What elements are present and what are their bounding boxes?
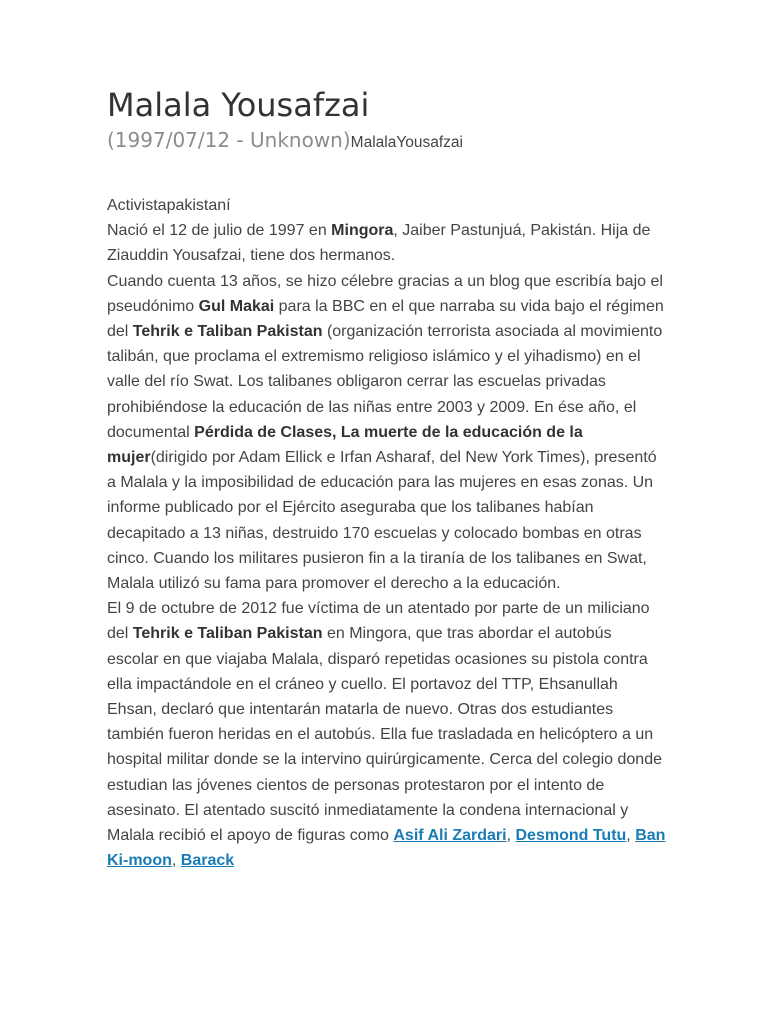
intro-paragraph	[107, 218, 667, 268]
paragraph-text: Cuando cuenta 13 años, se hizo célebre gracias a un blog que escribía bajo el pseudónimo	[107, 272, 663, 315]
separator: ,	[626, 827, 636, 845]
paragraph-text: (organización terrorista asociada al movimiento talibán, que proclama el extremismo religioso islámico y el yihadismo) en el valle del río Swat. Los talibanes obligaron cerrar las escuelas privadas prohibiéndose la educación de las niñas entre 2003 y 2009. En ése año, el documental	[107, 323, 663, 441]
link-asif-ali-zardari[interactable]: Asif Ali Zardari	[393, 827, 507, 845]
link-barack[interactable]: Barack	[180, 852, 235, 870]
intro-text: , Jaiber Pastunjuá, Pakistán. Hija de Ziauddin Yousafzai, tiene dos hermanos.	[107, 222, 651, 265]
page-title: Malala Yousafzai	[107, 86, 370, 124]
paragraph-text: para la BBC en el que narraba su vida bajo el régimen del	[107, 297, 664, 341]
separator: ,	[171, 852, 181, 870]
life-dates: (1997/07/12 - Unknown)	[107, 128, 351, 152]
paragraph-text: (dirigido por Adam Ellick e Irfan Asharaf, del New York Times), presentó a Malala y la imposibilidad de educación para las mujeres en esas zonas. Un informe publicado por el Ejército aseguraba que los talibanes habían decapitado a 13 niñas, destruido 170 escuelas y colocado bombas en otras cinco. Cuando los militares pusieron fin a la tiranía de los talibanes en Swat, Malala utilizó su fama para promover el derecho a la educación.	[107, 449, 657, 593]
pseudonym-bold: Gul Makai	[198, 297, 275, 315]
attack-paragraph	[107, 596, 667, 873]
biography-page	[107, 86, 667, 873]
subtitle-row	[107, 126, 667, 157]
name-handle: MalalaYousafzai	[350, 134, 463, 151]
organization-bold: Tehrik e Taliban Pakistan	[132, 323, 323, 341]
blog-paragraph	[107, 269, 667, 597]
intro-text: Nació el 12 de julio de 1997 en	[107, 222, 332, 240]
occupation: Activistapakistaní	[107, 197, 231, 214]
organization-bold: Tehrik e Taliban Pakistan	[132, 625, 323, 643]
birthplace-bold: Mingora	[331, 222, 394, 240]
link-desmond-tutu[interactable]: Desmond Tutu	[515, 827, 627, 845]
paragraph-text: El 9 de octubre de 2012 fue víctima de un atentado por parte de un miliciano del	[107, 600, 650, 643]
paragraph-text: en Mingora, que tras abordar el autobús escolar en que viajaba Malala, disparó repetidas ocasiones su pistola contra ella impactándole en el cráneo y cuello. El portavoz del TTP, Ehsanullah Ehsan, declaró que intentarán matarla de nuevo. Otras dos estudiantes también fueron heridas en el autobús. Ella fue trasladada en helicóptero a un hospital militar donde se la intervino quirúrgicamente. Cerca del colegio donde estudian las jóvenes cientos de personas protestaron por el intento de asesinato. El atentado suscitó inmediatamente la condena internacional y Malala recibió el apoyo de figuras como	[107, 625, 662, 845]
link-ban-ki-moon[interactable]: Ban Ki-moon	[107, 827, 666, 870]
separator: ,	[506, 827, 516, 845]
documentary-bold: Pérdida de Clases, La muerte de la educación de la mujer	[107, 423, 583, 467]
